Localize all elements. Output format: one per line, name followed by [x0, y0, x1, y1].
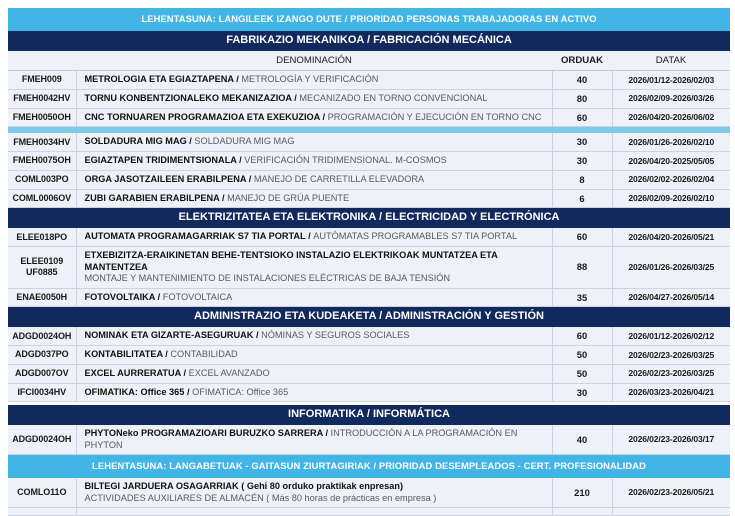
course-hours: 60	[552, 228, 612, 246]
section-title-administration: ADMINISTRAZIO ETA KUDEAKETA / ADMINISTRACIÓN Y GESTIÓN	[8, 307, 730, 328]
course-name-es: FOTOVOLTAICA	[162, 291, 233, 302]
clipped-dates-cell	[612, 508, 730, 516]
course-name-es: OFIMATICA: Office 365	[192, 386, 289, 397]
section-header-row-mechanical	[8, 31, 730, 51]
course-name-eu: METROLOGIA ETA EGIAZTAPENA	[84, 74, 234, 85]
course-name: AUTOMATA PROGRAMAGARRIAK S7 TIA PORTAL / AUTÓMATAS PROGRAMABLES S7 TIA PORTAL	[76, 228, 552, 246]
course-name-eu: NOMINAK ETA GIZARTE-ASEGURUAK	[84, 330, 254, 341]
course-name: NOMINAK ETA GIZARTE-ASEGURUAK / NÓMINAS Y SEGUROS SOCIALES	[76, 327, 552, 345]
course-dates: 2026/02/09-2026/03/26	[612, 89, 730, 108]
course-dates: 2026/04/20-2026/05/21	[612, 228, 730, 246]
section-header-row-administration	[8, 307, 730, 328]
course-code: ADGD037PO	[8, 346, 76, 365]
course-dates: 2026/02/09-2026/02/10	[612, 189, 730, 208]
column-header-denomination: DENOMINACIÓN	[76, 51, 552, 71]
course-name-eu: PHYTONeko PROGRAMAZIOARI BURUZKO SARRERA	[84, 428, 326, 439]
course-name: EXCEL AURRERATUA / EXCEL AVANZADO	[76, 364, 552, 383]
table-row[interactable]	[8, 327, 730, 345]
course-code: COML0006OV	[8, 189, 76, 208]
course-name: KONTABILITATEA / CONTABILIDAD	[76, 346, 552, 365]
course-name-eu: SOLDADURA MIG MAG	[84, 136, 187, 147]
course-hours: 50	[552, 364, 612, 383]
course-dates: 2026/01/12-2026/02/12	[612, 327, 730, 345]
course-hours: 35	[552, 288, 612, 307]
table-row-clipped[interactable]	[8, 508, 730, 516]
course-name-es: VERIFICACIÓN TRIDIMENSIONAL. M-COSMOS	[244, 155, 447, 166]
course-code: FMEH009	[8, 71, 76, 90]
course-hours: 40	[552, 71, 612, 90]
course-code: ADGD0024OH	[8, 425, 76, 455]
table-row[interactable]	[8, 228, 730, 246]
course-code: IFCI0034HV	[8, 383, 76, 402]
course-dates: 2026/03/23-2026/04/21	[612, 383, 730, 402]
course-name: CNC TORNUAREN PROGRAMAZIOA ETA EXEKUZIOA / PROGRAMACIÓN Y EJECUCIÓN EN TORNO CNC	[76, 108, 552, 127]
course-name-es: PROGRAMACIÓN Y EJECUCIÓN EN TORNO CNC	[327, 111, 542, 122]
clipped-name-cell	[76, 508, 552, 516]
course-name-es: MANEJO DE CARRETILLA ELEVADORA	[253, 173, 425, 184]
priority-banner-bottom: LEHENTASUNA: LANGABETUAK - GAITASUN ZIURTAGIRIAK / PRIORIDAD DESEMPLEADOS - CERT. PROFESIONALIDAD	[8, 455, 730, 479]
table-row[interactable]	[8, 170, 730, 189]
course-dates: 2026/01/26-2026/03/25	[612, 247, 730, 289]
course-name-es: AUTÓMATAS PROGRAMABLES S7 TIA PORTAL	[313, 231, 518, 242]
table-row[interactable]	[8, 346, 730, 365]
course-name-eu: TORNU KONBENTZIONALEKO MEKANIZAZIOA	[84, 92, 292, 103]
course-code: ADGD007OV	[8, 364, 76, 383]
column-header-code	[8, 51, 76, 71]
priority-banner-top: LEHENTASUNA: LANGILEEK IZANGO DUTE / PRIORIDAD PERSONAS TRABAJADORAS EN ACTIVO	[8, 8, 730, 31]
course-name-es: SOLDADURA MIG MAG	[194, 136, 295, 147]
course-hours: 80	[552, 89, 612, 108]
course-hours: 6	[552, 189, 612, 208]
course-code: ADGD0024OH	[8, 327, 76, 345]
course-name-eu: BILTEGI JARDUERA OSAGARRIAK ( Gehi 80 orduko praktikak enpresan)	[84, 481, 404, 492]
section-title-electricity: ELEKTRIZITATEA ETA ELEKTRONIKA / ELECTRICIDAD Y ELECTRÓNICA	[8, 208, 730, 229]
course-dates: 2026/01/26-2026/02/10	[612, 133, 730, 151]
course-dates: 2026/02/23-2026/03/17	[612, 425, 730, 455]
course-code-line1: ELEE0109	[20, 256, 64, 266]
course-code: FMEH0075OH	[8, 152, 76, 171]
course-dates: 2026/04/27-2026/05/14	[612, 288, 730, 307]
course-hours: 60	[552, 108, 612, 127]
course-name-es: MECANIZADO EN TORNO CONVENCIONAL	[299, 92, 488, 103]
column-header-hours: ORDUAK	[552, 51, 612, 71]
column-header-row	[8, 51, 730, 71]
course-name-es: ACTIVIDADES AUXILIARES DE ALMACÉN ( Más 80 horas de prácticas en empresa )	[84, 492, 437, 503]
course-name	[76, 478, 552, 508]
course-hours: 40	[552, 425, 612, 455]
course-dates: 2026/02/23-2026/05/21	[612, 478, 730, 508]
course-name-es: NÓMINAS Y SEGUROS SOCIALES	[261, 330, 410, 341]
table-row[interactable]	[8, 247, 730, 289]
course-dates: 2026/02/23-2026/03/25	[612, 346, 730, 365]
course-name: ORGA JASOTZAILEEN ERABILPENA / MANEJO DE CARRETILLA ELEVADORA	[76, 170, 552, 189]
course-name-es: CONTABILIDAD	[170, 349, 238, 360]
course-name: EGIAZTAPEN TRIDIMENTSIONALA / VERIFICACIÓN TRIDIMENSIONAL. M-COSMOS	[76, 152, 552, 171]
table-row[interactable]	[8, 383, 730, 402]
course-hours: 50	[552, 346, 612, 365]
priority-banner-top-row	[8, 8, 730, 31]
course-name-eu: ORGA JASOTZAILEEN ERABILPENA	[84, 173, 247, 184]
priority-banner-bottom-row	[8, 455, 730, 479]
course-name-eu: FOTOVOLTAIKA	[84, 291, 156, 302]
table-row[interactable]	[8, 89, 730, 108]
course-dates: 2026/02/02-2026/02/04	[612, 170, 730, 189]
clipped-hours-cell	[552, 508, 612, 516]
course-code: FMEH0050OH	[8, 108, 76, 127]
course-code: COML003PO	[8, 170, 76, 189]
course-name-eu: EGIAZTAPEN TRIDIMENTSIONALA	[84, 155, 240, 166]
course-name: FOTOVOLTAIKA / FOTOVOLTAICA	[76, 288, 552, 307]
table-row[interactable]	[8, 133, 730, 151]
section-title-mechanical: FABRIKAZIO MEKANIKOA / FABRICACIÓN MECÁNICA	[8, 31, 730, 51]
course-dates: 2026/04/20-2025/05/05	[612, 152, 730, 171]
course-code-line2: UF0885	[26, 267, 58, 278]
course-dates: 2026/04/20-2026/06/02	[612, 108, 730, 127]
table-row[interactable]	[8, 189, 730, 208]
course-hours: 88	[552, 247, 612, 289]
course-code: ELEE018PO	[8, 228, 76, 246]
course-name: OFIMATIKA: Office 365 / OFIMATICA: Office 365	[76, 383, 552, 402]
section-header-row-informatics	[8, 405, 730, 425]
course-hours: 8	[552, 170, 612, 189]
course-name: PHYTONeko PROGRAMAZIOARI BURUZKO SARRERA / INTRODUCCIÓN A LA PROGRAMACIÓN EN PHYTON	[76, 425, 552, 455]
section-header-row-electricity	[8, 208, 730, 229]
course-name-eu: OFIMATIKA: Office 365	[84, 386, 185, 397]
course-code: COMLO11O	[8, 478, 76, 508]
course-name: METROLOGIA ETA EGIAZTAPENA / METROLOGÍA Y VERIFICACIÓN	[76, 71, 552, 90]
course-code: FMEH0034HV	[8, 133, 76, 151]
course-code: FMEH0042HV	[8, 89, 76, 108]
course-hours: 60	[552, 327, 612, 345]
table-row[interactable]	[8, 425, 730, 455]
course-name-es: MANEJO DE GRÚA PUENTE	[227, 192, 350, 203]
course-name-eu: AUTOMATA PROGRAMAGARRIAK S7 TIA PORTAL	[84, 231, 306, 242]
course-dates: 2026/02/23-2026/03/25	[612, 364, 730, 383]
table-row[interactable]	[8, 71, 730, 90]
table-row[interactable]	[8, 288, 730, 307]
clipped-code-cell	[8, 508, 76, 516]
column-header-dates: DATAK	[612, 51, 730, 71]
course-name-eu: ZUBI GARABIEN ERABILPENA	[84, 192, 220, 203]
course-table	[8, 8, 730, 516]
course-name-es: INTRODUCCIÓN A LA PROGRAMACIÓN EN PHYTON	[84, 428, 518, 450]
course-name-es: MONTAJE Y MANTENIMIENTO DE INSTALACIONES ELÉCTRICAS DE BAJA TENSIÓN	[84, 273, 451, 283]
course-name: SOLDADURA MIG MAG / SOLDADURA MIG MAG	[76, 133, 552, 151]
course-name: TORNU KONBENTZIONALEKO MEKANIZAZIOA / MECANIZADO EN TORNO CONVENCIONAL	[76, 89, 552, 108]
table-row[interactable]	[8, 478, 730, 508]
course-hours: 30	[552, 133, 612, 151]
course-hours: 30	[552, 152, 612, 171]
table-row[interactable]	[8, 152, 730, 171]
course-name-eu: EXCEL AURRERATUA	[84, 367, 181, 378]
course-name	[76, 247, 552, 289]
table-row[interactable]	[8, 364, 730, 383]
section-title-informatics: INFORMATIKA / INFORMÁTICA	[8, 405, 730, 425]
course-name-eu: KONTABILITATEA	[84, 349, 163, 360]
course-hours: 210	[552, 478, 612, 508]
course-name-es: EXCEL AVANZADO	[188, 367, 270, 378]
course-code	[8, 247, 76, 289]
course-name-eu: ETXEBIZITZA-ERAIKINETAN BEHE-TENTSIOKO INSTALAZIO ELEKTRIKOAK MUNTATZEA ETA MANTENTZEA	[84, 250, 498, 272]
course-dates: 2026/01/12-2026/02/03	[612, 71, 730, 90]
course-code: ENAE0050H	[8, 288, 76, 307]
table-row[interactable]	[8, 108, 730, 127]
course-name: ZUBI GARABIEN ERABILPENA / MANEJO DE GRÚA PUENTE	[76, 189, 552, 208]
course-name-es: METROLOGÍA Y VERIFICACIÓN	[241, 74, 379, 85]
table-body	[8, 8, 730, 516]
course-name-eu: CNC TORNUAREN PROGRAMAZIOA ETA EXEKUZIOA	[84, 111, 320, 122]
course-hours: 30	[552, 383, 612, 402]
